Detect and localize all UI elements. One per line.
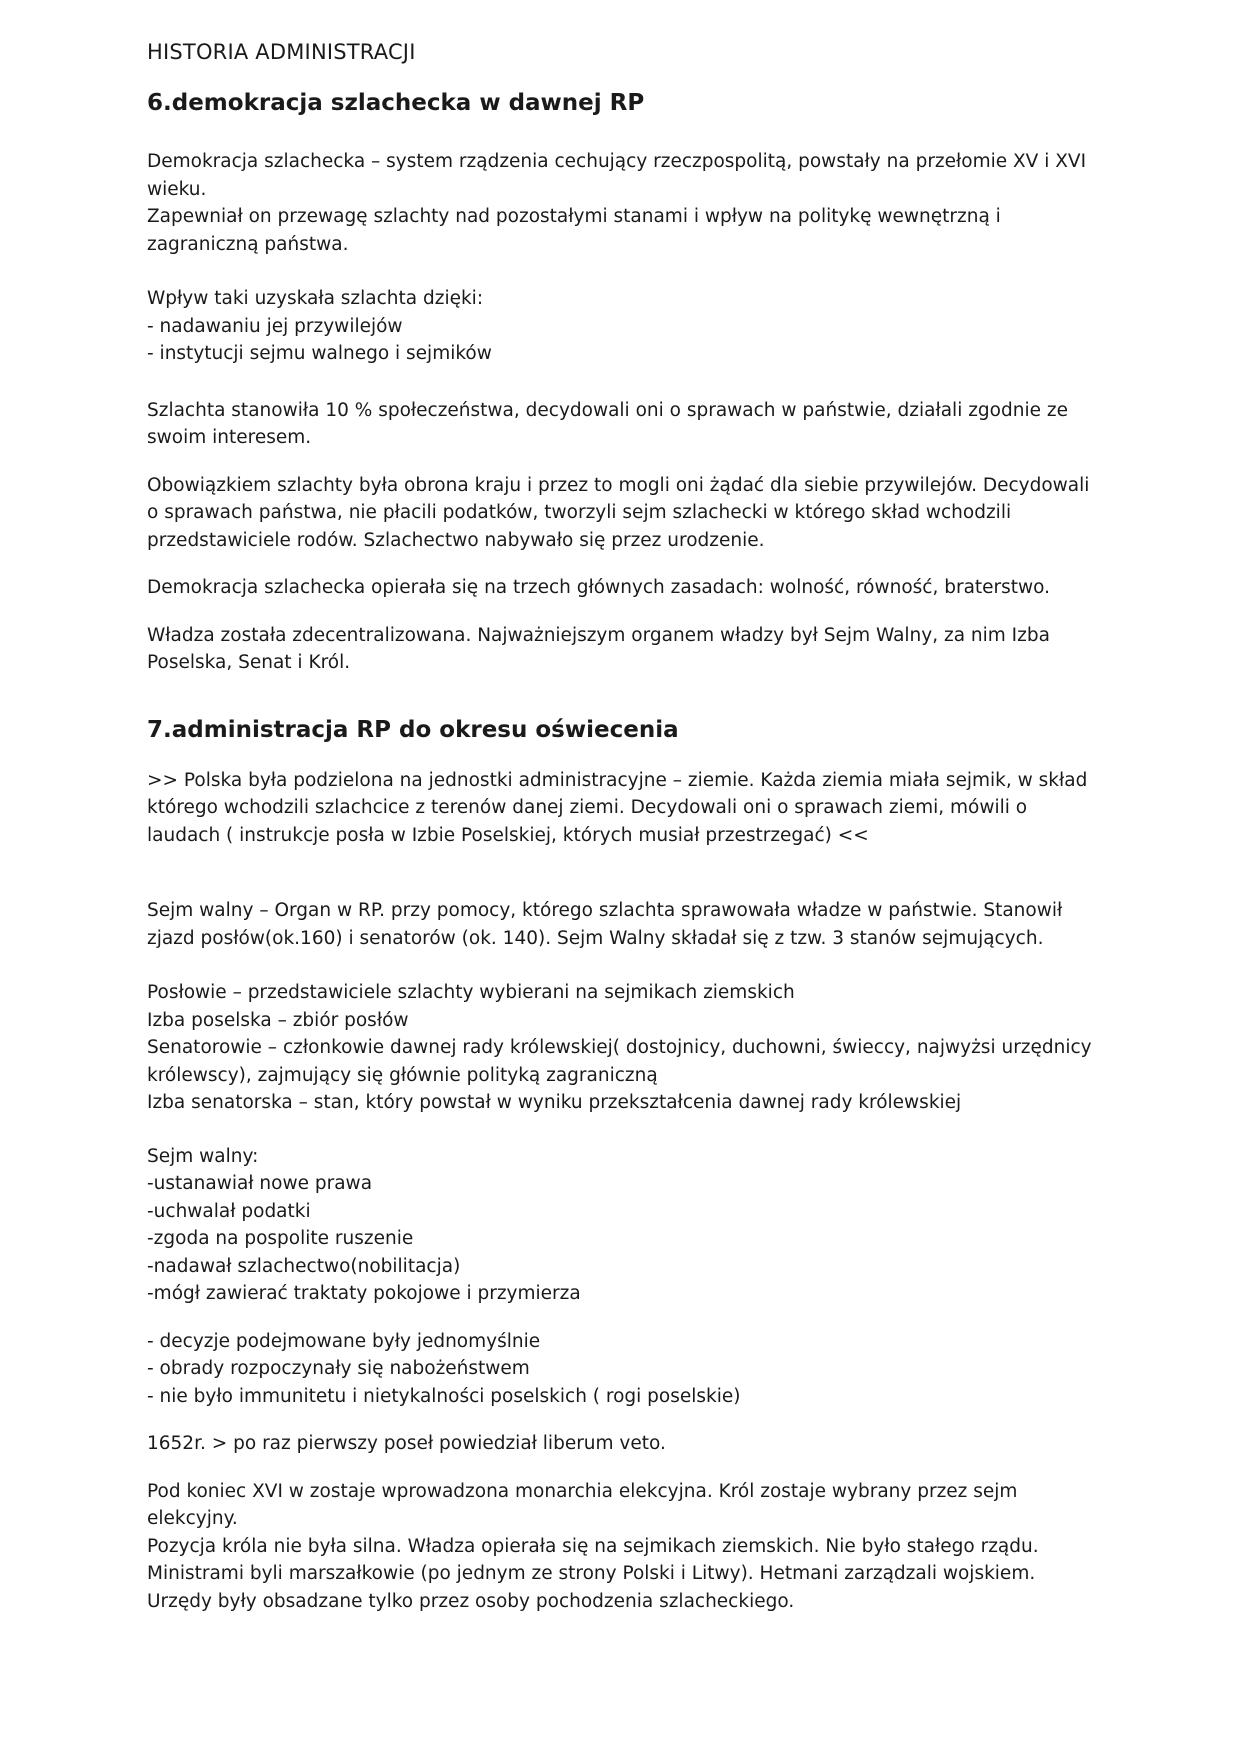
list-item: - instytucji sejmu walnego i sejmików <box>147 343 492 364</box>
section-7-paragraph-5 <box>147 1328 1097 1411</box>
section-6-paragraph-5: Demokracja szlachecka opierała się na trzech głównych zasadach: wolność, równość, braterstwo. <box>147 577 1051 598</box>
list-item: - nadawaniu jej przywilejów <box>147 315 403 337</box>
list-item: -mógł zawierać traktaty pokojowe i przymierza <box>147 1283 581 1304</box>
definition-line: Posłowie – przedstawiciele szlachty wybierani na sejmikach ziemskich <box>147 982 795 1003</box>
section-6-paragraph-1 <box>147 148 1097 258</box>
definition-line: Izba senatorska – stan, który powstał w wyniku przekształcenia dawnej rady królewskiej <box>147 1092 962 1113</box>
definition-line: Izba poselska – zbiór posłów <box>147 1009 409 1031</box>
section-7-paragraph-2: Sejm walny – Organ w RP. przy pomocy, którego szlachta sprawowała władze w państwie. Stanowił zjazd posłów(ok.160) i senatorów (ok. 140). Sejm Walny składał się z tzw. 3 stanów sejmujących. <box>147 900 1063 949</box>
section-7-title: 7.administracja RP do okresu oświecenia <box>147 716 679 743</box>
paragraph-line: Pozycja króla nie była silna. Władza opierała się na sejmikach ziemskich. Nie było stałego rządu. Ministrami byli marszałkowie (po jednym ze strony Polski i Litwy). Hetmani zarządzali wojskiem. Urzędy były obsadzane tylko przez osoby pochodzenia szlacheckiego. <box>147 1535 1039 1612</box>
section-6-paragraph-6: Władza została zdecentralizowana. Najważniejszym organem władzy był Sejm Walny, za nim Izba Poselska, Senat i Król. <box>147 624 1050 673</box>
paragraph-line: Pod koniec XVI w zostaje wprowadzona monarchia elekcyjna. Król zostaje wybrany przez sejm elekcyjny. <box>147 1480 1018 1529</box>
definition-line: Senatorowie – członkowie dawnej rady królewskiej( dostojnicy, duchowni, świeccy, najwyżsi urzędnicy królewscy), zajmujący się głównie polityką zagraniczną <box>147 1037 1092 1086</box>
section-7-paragraph-7 <box>147 1478 1097 1616</box>
list-item: -nadawał szlachectwo(nobilitacja) <box>147 1255 461 1277</box>
list-item: - decyzje podejmowane były jednomyślnie <box>147 1330 541 1352</box>
section-6-title: 6.demokracja szlachecka w dawnej RP <box>147 90 645 116</box>
list-item: -ustanawiał nowe prawa <box>147 1173 373 1194</box>
section-7-paragraph-1: >> Polska była podzielona na jednostki administracyjne – ziemie. Każda ziemia miała sejmik, w skład którego wchodzili szlachcice z terenów danej ziemi. Decydowali oni o sprawach ziemi, mówili o laudach ( instrukcje posła w Izbie Poselskiej, których musiał przestrzegać) << <box>147 769 1088 846</box>
document-page <box>147 40 1097 1615</box>
section-7-paragraph-3 <box>147 979 1097 1117</box>
paragraph-line: Zapewniał on przewagę szlachty nad pozostałymi stanami i wpływ na politykę wewnętrzną i zagraniczną państwa. <box>147 206 1001 255</box>
list-item: -zgoda na pospolite ruszenie <box>147 1228 414 1249</box>
list-item: - nie było immunitetu i nietykalności poselskich ( rogi poselskie) <box>147 1385 741 1407</box>
list-item: -uchwalał podatki <box>147 1200 311 1222</box>
section-6-paragraph-4: Obowiązkiem szlachty była obrona kraju i przez to mogli oni żądać dla siebie przywilejów. Decydowali o sprawach państwa, nie płacili podatków, tworzyli sejm szlachecki w którego skład wchodzili przedstawiciele rodów. Szlachectwo nabywało się przez urodzenie. <box>147 474 1090 551</box>
section-6-paragraph-2 <box>147 285 1097 368</box>
list-intro: Sejm walny: <box>147 1145 259 1167</box>
page-header: HISTORIA ADMINISTRACJI <box>147 40 416 64</box>
section-7-paragraph-6: 1652r. > po raz pierwszy poseł powiedział liberum veto. <box>147 1433 666 1454</box>
section-7-paragraph-4 <box>147 1143 1097 1308</box>
section-6-paragraph-3: Szlachta stanowiła 10 % społeczeństwa, decydowali oni o sprawach w państwie, działali zgodnie ze swoim interesem. <box>147 399 1068 448</box>
paragraph-line: Demokracja szlachecka – system rządzenia cechujący rzeczpospolitą, powstały na przełomie XV i XVI wieku. <box>147 151 1087 200</box>
list-item: - obrady rozpoczynały się nabożeństwem <box>147 1358 530 1379</box>
list-intro: Wpływ taki uzyskała szlachta dzięki: <box>147 288 484 309</box>
